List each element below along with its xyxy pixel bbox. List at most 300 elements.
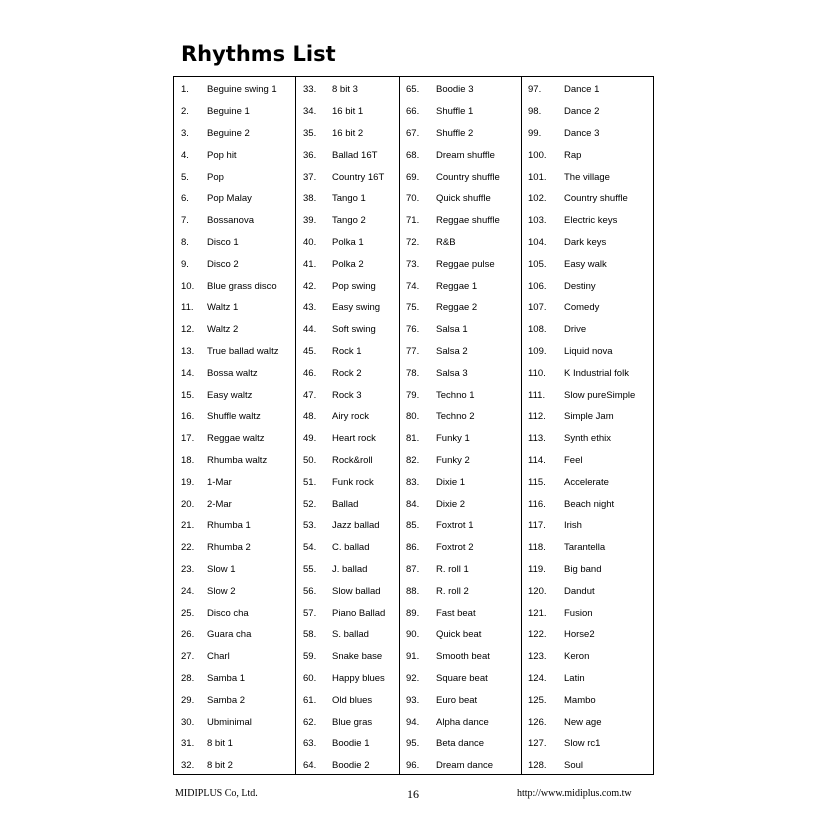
table-row (522, 515, 582, 537)
rhythm-name: Dixie 1 (436, 476, 466, 488)
rhythm-name: Beguine swing 1 (207, 84, 277, 96)
rhythm-number: 121. (528, 607, 547, 619)
rhythm-number: 80. (406, 411, 420, 423)
rhythm-name: Shuffle waltz (207, 411, 261, 423)
rhythm-number: 101. (528, 171, 547, 183)
rhythm-name: Reggae waltz (207, 433, 265, 445)
rhythm-number: 97. (528, 84, 542, 96)
rhythm-number: 17. (181, 433, 195, 445)
footer-url: http://www.midiplus.com.tw (517, 788, 632, 799)
rhythm-number: 39. (303, 215, 317, 227)
rhythm-name: Big band (564, 563, 602, 575)
rhythm-number: 19. (181, 476, 195, 488)
table-row (400, 559, 469, 581)
rhythm-number: 105. (528, 258, 547, 270)
table-row (522, 493, 614, 515)
rhythm-number: 1. (181, 84, 189, 96)
table-row (174, 275, 277, 297)
rhythm-number: 48. (303, 411, 317, 423)
table-row (174, 559, 236, 581)
rhythm-number: 11. (181, 302, 194, 314)
rhythm-number: 16. (181, 411, 195, 423)
table-row (400, 362, 468, 384)
rhythm-name: Jazz ballad (332, 520, 380, 532)
rhythm-number: 104. (528, 236, 547, 248)
table-row (174, 232, 239, 254)
rhythm-number: 66. (406, 106, 420, 118)
rhythm-number: 9. (181, 258, 189, 270)
rhythm-name: Pop hit (207, 149, 237, 161)
rhythm-number: 81. (406, 433, 420, 445)
table-row (400, 493, 465, 515)
table-row (400, 515, 474, 537)
table-row (296, 188, 366, 210)
rhythm-name: Dream dance (436, 760, 494, 772)
footer-page-number: 16 (407, 787, 419, 801)
rhythm-name: True ballad waltz (207, 345, 279, 357)
table-row (174, 733, 233, 755)
rhythm-name: Slow pureSimple (564, 389, 636, 401)
table-row (400, 471, 465, 493)
rhythm-name: Slow ballad (332, 585, 381, 597)
table-row (296, 471, 374, 493)
table-row (400, 733, 484, 755)
table-row (174, 624, 251, 646)
rhythm-name: Fusion (564, 607, 593, 619)
rhythm-number: 32. (181, 760, 195, 772)
rhythm-name: Fast beat (436, 607, 476, 619)
table-row (174, 537, 251, 559)
rhythm-name: 8 bit 2 (207, 760, 233, 772)
rhythm-number: 28. (181, 672, 195, 684)
rhythm-name: 16 bit 2 (332, 127, 364, 139)
rhythm-number: 47. (303, 389, 317, 401)
rhythm-number: 59. (303, 651, 317, 663)
table-row (174, 210, 254, 232)
rhythm-number: 82. (406, 454, 420, 466)
table-row (400, 668, 488, 690)
rhythm-name: Soft swing (332, 324, 376, 336)
rhythm-name: Funk rock (332, 476, 374, 488)
rhythm-name: Euro beat (436, 694, 478, 706)
table-row (296, 689, 372, 711)
rhythm-name: Quick shuffle (436, 193, 491, 205)
rhythm-number: 87. (406, 563, 420, 575)
rhythm-name: Foxtrot 2 (436, 542, 474, 554)
rhythm-number: 3. (181, 127, 189, 139)
rhythm-name: Beguine 2 (207, 127, 250, 139)
rhythm-number: 2. (181, 106, 189, 118)
rhythm-number: 65. (406, 84, 420, 96)
rhythms-column-3 (400, 77, 522, 774)
rhythm-name: Rock 3 (332, 389, 362, 401)
footer-company: MIDIPLUS Co, Ltd. (175, 788, 258, 799)
rhythm-name: Rhumba 2 (207, 542, 251, 554)
rhythm-name: Salsa 1 (436, 324, 468, 336)
table-row (522, 580, 595, 602)
rhythm-name: Dixie 2 (436, 498, 466, 510)
rhythm-name: Dark keys (564, 236, 607, 248)
table-row (296, 384, 362, 406)
rhythm-number: 74. (406, 280, 420, 292)
rhythm-number: 60. (303, 672, 317, 684)
table-row (296, 428, 376, 450)
rhythm-name: Slow 1 (207, 563, 236, 575)
rhythm-name: 2-Mar (207, 498, 232, 510)
rhythm-name: 16 bit 1 (332, 106, 364, 118)
rhythm-name: Funky 2 (436, 454, 470, 466)
table-row (174, 711, 252, 733)
rhythm-number: 94. (406, 716, 420, 728)
rhythms-table (173, 76, 654, 775)
rhythm-number: 24. (181, 585, 195, 597)
table-row (400, 580, 469, 602)
table-row (522, 711, 602, 733)
table-row (400, 188, 491, 210)
table-row (296, 733, 370, 755)
rhythm-name: Tango 2 (332, 215, 366, 227)
rhythm-name: K Industrial folk (564, 367, 629, 379)
rhythm-name: Tarantella (564, 542, 606, 554)
rhythm-number: 115. (528, 476, 546, 488)
rhythm-name: Rock 2 (332, 367, 362, 379)
rhythm-name: Dream shuffle (436, 149, 495, 161)
rhythm-name: J. ballad (332, 563, 368, 575)
rhythm-name: Drive (564, 324, 587, 336)
table-row (400, 166, 500, 188)
rhythms-column-4 (522, 77, 653, 774)
rhythm-number: 29. (181, 694, 195, 706)
rhythm-number: 36. (303, 149, 317, 161)
table-row (296, 79, 358, 101)
table-row (174, 144, 237, 166)
rhythm-name: S. ballad (332, 629, 369, 641)
rhythm-name: Snake base (332, 651, 383, 663)
rhythm-number: 106. (528, 280, 547, 292)
table-row (400, 624, 481, 646)
rhythm-number: 56. (303, 585, 317, 597)
rhythm-name: Waltz 2 (207, 324, 239, 336)
rhythm-number: 85. (406, 520, 420, 532)
rhythm-name: Country shuffle (564, 193, 628, 205)
table-row (174, 123, 250, 145)
table-row (296, 668, 385, 690)
rhythm-number: 99. (528, 127, 542, 139)
rhythm-name: Disco cha (207, 607, 249, 619)
rhythm-number: 5. (181, 171, 189, 183)
rhythm-number: 117. (528, 520, 546, 532)
rhythm-number: 33. (303, 84, 317, 96)
rhythm-number: 102. (528, 193, 547, 205)
table-row (174, 253, 239, 275)
table-row (174, 515, 251, 537)
table-row (522, 733, 600, 755)
table-row (400, 79, 474, 101)
rhythm-name: Blue gras (332, 716, 373, 728)
table-row (522, 275, 596, 297)
table-row (522, 624, 595, 646)
table-row (174, 471, 232, 493)
table-row (296, 297, 380, 319)
rhythm-name: Slow 2 (207, 585, 236, 597)
rhythm-number: 45. (303, 345, 317, 357)
rhythm-number: 127. (528, 738, 547, 750)
rhythm-number: 91. (406, 651, 420, 663)
rhythm-number: 114. (528, 454, 546, 466)
rhythm-number: 41. (303, 258, 317, 270)
rhythm-name: Horse2 (564, 629, 595, 641)
rhythm-name: Synth ethix (564, 433, 611, 445)
rhythm-name: Reggae 1 (436, 280, 478, 292)
table-row (296, 232, 364, 254)
rhythms-column-1 (174, 77, 296, 774)
table-row (522, 79, 599, 101)
rhythm-name: Bossanova (207, 215, 255, 227)
rhythm-name: Pop (207, 171, 224, 183)
table-row (296, 166, 384, 188)
rhythm-number: 7. (181, 215, 189, 227)
rhythm-name: Techno 2 (436, 411, 475, 423)
table-row (400, 406, 475, 428)
rhythm-number: 84. (406, 498, 420, 510)
rhythm-name: Happy blues (332, 672, 385, 684)
rhythm-number: 96. (406, 760, 420, 772)
table-row (522, 362, 629, 384)
rhythm-number: 73. (406, 258, 420, 270)
table-row (522, 602, 593, 624)
rhythm-number: 51. (303, 476, 317, 488)
rhythm-number: 72. (406, 236, 420, 248)
rhythm-name: Smooth beat (436, 651, 490, 663)
table-row (174, 602, 249, 624)
rhythm-number: 64. (303, 760, 317, 772)
table-row (296, 450, 373, 472)
rhythm-number: 57. (303, 607, 317, 619)
rhythm-name: The village (564, 171, 610, 183)
table-row (174, 362, 258, 384)
rhythm-name: Tango 1 (332, 193, 366, 205)
rhythm-name: R. roll 1 (436, 563, 469, 575)
rhythm-name: Rap (564, 149, 582, 161)
rhythm-number: 23. (181, 563, 195, 575)
table-row (296, 341, 362, 363)
table-row (522, 232, 606, 254)
rhythm-number: 8. (181, 236, 189, 248)
rhythm-number: 38. (303, 193, 317, 205)
rhythm-name: New age (564, 716, 602, 728)
table-row (296, 493, 358, 515)
rhythm-name: Accelerate (564, 476, 609, 488)
table-row (522, 341, 613, 363)
rhythm-name: Easy swing (332, 302, 381, 314)
table-row (400, 450, 470, 472)
rhythm-name: Destiny (564, 280, 596, 292)
table-row (400, 341, 468, 363)
table-row (400, 711, 489, 733)
rhythm-name: Piano Ballad (332, 607, 386, 619)
table-row (174, 668, 245, 690)
rhythm-name: Reggae 2 (436, 302, 478, 314)
rhythm-number: 49. (303, 433, 317, 445)
table-row (174, 755, 233, 777)
table-row (400, 755, 493, 777)
rhythm-number: 44. (303, 324, 317, 336)
rhythm-number: 40. (303, 236, 317, 248)
rhythm-name: Electric keys (564, 215, 618, 227)
table-row (174, 297, 238, 319)
page-title: Rhythms List (181, 42, 336, 66)
table-row (400, 123, 473, 145)
rhythm-number: 58. (303, 629, 317, 641)
rhythm-name: 1-Mar (207, 476, 232, 488)
rhythm-name: Ubminimal (207, 716, 252, 728)
table-row (522, 668, 585, 690)
table-row (296, 624, 369, 646)
rhythm-name: Keron (564, 651, 590, 663)
rhythm-number: 13. (181, 345, 195, 357)
rhythm-number: 53. (303, 520, 317, 532)
table-row (400, 384, 475, 406)
rhythm-name: 8 bit 1 (207, 738, 233, 750)
rhythms-column-2 (296, 77, 400, 774)
table-row (522, 537, 605, 559)
rhythm-number: 95. (406, 738, 420, 750)
table-row (174, 341, 278, 363)
rhythm-number: 113. (528, 433, 546, 445)
rhythm-number: 109. (528, 345, 547, 357)
rhythm-number: 124. (528, 672, 547, 684)
table-row (296, 537, 370, 559)
table-row (522, 319, 586, 341)
rhythm-name: Beach night (564, 498, 615, 510)
rhythm-name: Feel (564, 454, 583, 466)
rhythm-number: 78. (406, 367, 420, 379)
table-row (522, 450, 582, 472)
rhythm-name: Pop Malay (207, 193, 252, 205)
table-row (296, 559, 367, 581)
rhythm-name: Rhumba 1 (207, 520, 251, 532)
rhythm-name: Easy walk (564, 258, 607, 270)
table-row (522, 253, 607, 275)
table-row (522, 101, 599, 123)
table-row (522, 689, 596, 711)
table-row (400, 210, 500, 232)
table-row (174, 79, 277, 101)
rhythm-name: Shuffle 2 (436, 127, 474, 139)
rhythm-number: 112. (528, 411, 546, 423)
table-row (296, 755, 370, 777)
rhythm-number: 15. (181, 389, 195, 401)
table-row (296, 362, 362, 384)
rhythm-number: 34. (303, 106, 317, 118)
rhythm-number: 68. (406, 149, 420, 161)
rhythm-name: Quick beat (436, 629, 482, 641)
rhythm-number: 118. (528, 542, 546, 554)
rhythm-name: Airy rock (332, 411, 369, 423)
rhythm-name: Polka 1 (332, 236, 364, 248)
rhythm-name: Bossa waltz (207, 367, 258, 379)
rhythm-name: Salsa 3 (436, 367, 468, 379)
table-row (174, 428, 265, 450)
rhythm-name: Boodie 2 (332, 760, 370, 772)
rhythm-name: 8 bit 3 (332, 84, 358, 96)
rhythm-number: 92. (406, 672, 420, 684)
rhythm-number: 14. (181, 367, 195, 379)
rhythm-number: 123. (528, 651, 547, 663)
rhythm-number: 67. (406, 127, 420, 139)
rhythm-name: Ballad 16T (332, 149, 378, 161)
table-row (400, 319, 468, 341)
rhythm-name: Charl (207, 651, 230, 663)
table-row (522, 188, 628, 210)
rhythm-name: Funky 1 (436, 433, 470, 445)
table-row (296, 101, 363, 123)
rhythm-number: 54. (303, 542, 317, 554)
rhythm-name: Disco 1 (207, 236, 239, 248)
rhythm-number: 46. (303, 367, 317, 379)
rhythm-name: Beta dance (436, 738, 485, 750)
rhythm-number: 63. (303, 738, 317, 750)
rhythm-name: Rhumba waltz (207, 454, 268, 466)
rhythm-number: 55. (303, 563, 317, 575)
rhythm-name: Blue grass disco (207, 280, 277, 292)
rhythm-name: Slow rc1 (564, 738, 601, 750)
table-row (296, 515, 380, 537)
table-row (174, 384, 252, 406)
table-row (174, 101, 250, 123)
table-row (522, 428, 611, 450)
rhythm-name: Ballad (332, 498, 359, 510)
table-row (174, 406, 261, 428)
table-row (296, 580, 381, 602)
rhythm-name: Rock 1 (332, 345, 362, 357)
rhythm-name: Dance 1 (564, 84, 600, 96)
table-row (296, 253, 364, 275)
rhythm-number: 25. (181, 607, 195, 619)
table-row (174, 646, 230, 668)
rhythm-name: Easy waltz (207, 389, 253, 401)
table-row (400, 537, 474, 559)
table-row (296, 319, 376, 341)
table-row (174, 493, 232, 515)
rhythm-name: Square beat (436, 672, 488, 684)
rhythm-number: 110. (528, 367, 546, 379)
rhythm-name: Pop swing (332, 280, 376, 292)
rhythm-number: 111. (528, 389, 546, 401)
table-row (400, 646, 490, 668)
rhythm-number: 31. (181, 738, 195, 750)
table-row (522, 384, 635, 406)
table-row (522, 406, 614, 428)
table-row (400, 253, 495, 275)
table-row (522, 123, 599, 145)
rhythm-name: Dance 2 (564, 106, 600, 118)
rhythm-name: Boodie 1 (332, 738, 370, 750)
rhythm-number: 120. (528, 585, 547, 597)
rhythm-number: 30. (181, 716, 195, 728)
table-row (522, 144, 581, 166)
rhythm-number: 6. (181, 193, 189, 205)
rhythm-number: 22. (181, 542, 195, 554)
rhythm-name: Heart rock (332, 433, 376, 445)
table-row (174, 166, 224, 188)
table-row (296, 602, 385, 624)
table-row (522, 166, 610, 188)
rhythm-number: 107. (528, 302, 547, 314)
rhythm-number: 12. (181, 324, 195, 336)
table-row (296, 123, 363, 145)
table-row (400, 232, 456, 254)
